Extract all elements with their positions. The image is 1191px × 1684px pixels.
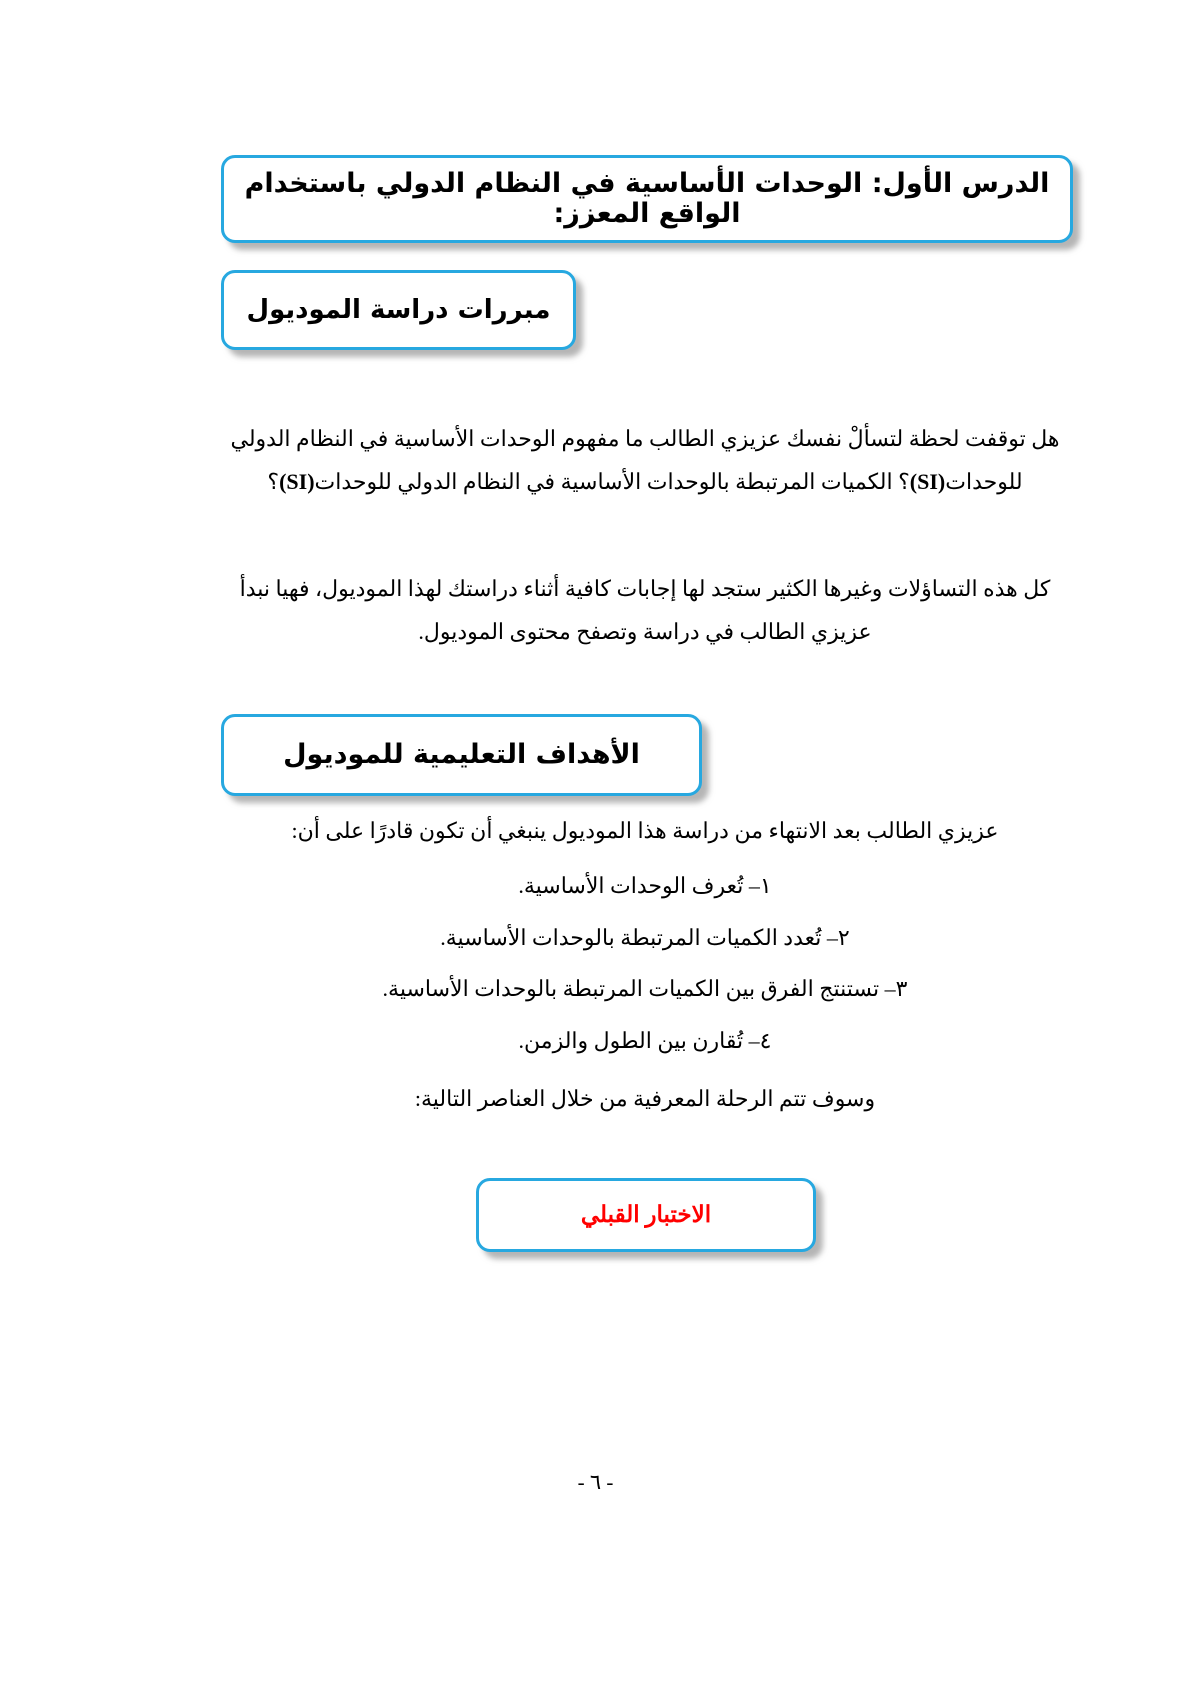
objectives-intro-text: عزيزي الطالب بعد الانتهاء من دراسة هذا الموديول ينبغي أن تكون قادرًا على أن: [291,818,999,843]
objectives-intro-paragraph [219,810,1071,853]
lesson-title-banner [221,155,1073,243]
intro-line-2-part-c: ؟ [267,468,280,494]
objectives-list [219,860,1071,1067]
intro-paragraph [219,418,1071,504]
list-item: ٢– تُعدد الكميات المرتبطة بالوحدات الأساسية. [440,924,850,950]
si-abbreviation-1: (SI) [909,468,946,494]
list-item: ٣– تستنتج الفرق بين الكميات المرتبطة بالوحدات الأساسية. [382,976,908,1002]
pretest-label: الاختبار القبلي [580,1202,712,1228]
objectives-heading-banner [221,714,702,796]
questions-line-2: عزيزي الطالب في دراسة وتصفح محتوى الموديول. [418,618,872,644]
questions-line-1: كل هذه التساؤلات وغيرها الكثير ستجد لها إجابات كافية أثناء دراستك لهذا الموديول، فهيا نبدأ [239,576,1051,601]
si-abbreviation-2: (SI) [279,468,315,494]
closing-paragraph [219,1078,1071,1121]
list-item: ٤– تُقارن بين الطول والزمن. [518,1028,772,1054]
page-number: - ٦ - [577,1470,614,1494]
intro-line-2-part-b: ؟ الكميات المرتبطة بالوحدات الأساسية في النظام الدولي للوحدات [314,468,910,494]
objectives-heading-text: الأهداف التعليمية للموديول [283,739,640,771]
lesson-title-text: الدرس الأول: الوحدات الأساسية في النظام الدولي باستخدام الواقع المعزز: [244,168,1050,229]
intro-line-2-part-a: للوحدات [945,468,1023,494]
reasons-heading-text: مبررات دراسة الموديول [246,294,551,325]
list-item: ١– تُعرف الوحدات الأساسية. [518,873,772,898]
reasons-heading-banner [221,270,576,350]
intro-line-1: هل توقفت لحظة لتسألْ نفسك عزيزي الطالب ما مفهوم الوحدات الأساسية في النظام الدولي [230,426,1060,451]
closing-text: وسوف تتم الرحلة المعرفية من خلال العناصر التالية: [414,1086,876,1111]
questions-paragraph [219,568,1071,654]
pretest-link-banner[interactable] [476,1178,816,1252]
